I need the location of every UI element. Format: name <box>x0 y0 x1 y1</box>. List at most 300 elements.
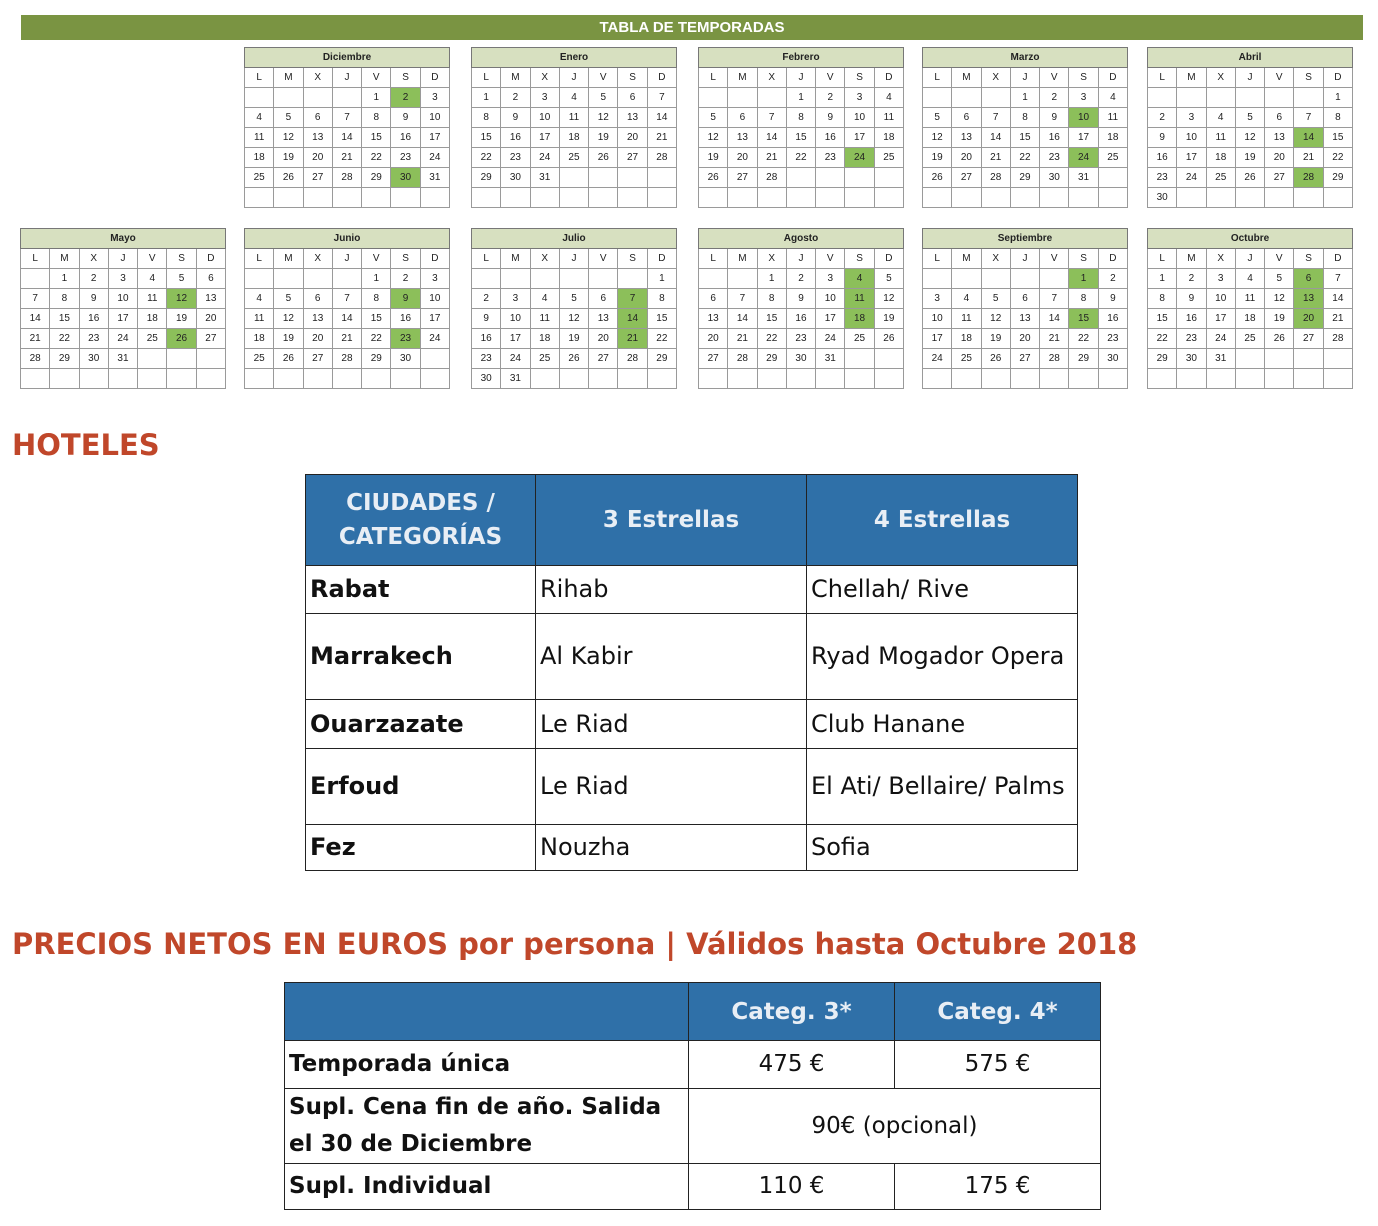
calendar-weekday: S <box>845 68 874 88</box>
calendar-day: 6 <box>1010 289 1039 309</box>
calendar-day: 16 <box>501 128 530 148</box>
calendar-empty-cell <box>1265 188 1294 208</box>
calendar-day: 28 <box>332 349 361 369</box>
calendar-day: 29 <box>362 168 391 188</box>
calendar-day: 18 <box>1098 128 1127 148</box>
calendar-weekday-row <box>1148 249 1353 269</box>
calendar-weekday: S <box>845 249 874 269</box>
calendar-day: 23 <box>1177 329 1206 349</box>
calendar-day: 21 <box>618 329 647 349</box>
calendar-week-row <box>472 168 677 188</box>
calendar-weekday-row <box>923 249 1128 269</box>
calendar-day: 12 <box>923 128 952 148</box>
calendar-weekday: D <box>1323 68 1352 88</box>
calendar-week-row <box>472 108 677 128</box>
calendar-day: 26 <box>589 148 618 168</box>
calendar-empty-cell <box>786 369 815 389</box>
calendar-day: 7 <box>728 289 757 309</box>
prices-header-cat3: Categ. 3* <box>689 983 895 1041</box>
calendar-week-row <box>923 128 1128 148</box>
calendar-day: 16 <box>816 128 845 148</box>
calendar-empty-cell <box>816 369 845 389</box>
calendar-weekday: J <box>1010 249 1039 269</box>
calendar-empty-cell <box>952 188 981 208</box>
calendar-empty-cell <box>530 269 559 289</box>
calendar-day: 21 <box>647 128 676 148</box>
calendar-day: 19 <box>923 148 952 168</box>
calendar-empty-cell <box>1010 369 1039 389</box>
calendar-weekday: M <box>1177 249 1206 269</box>
calendar-day: 23 <box>1148 168 1177 188</box>
calendar-day: 24 <box>420 148 449 168</box>
calendar-day: 28 <box>728 349 757 369</box>
hotel-3-cell: Rihab <box>536 566 807 614</box>
calendar-month-name: Junio <box>245 229 450 249</box>
calendar-day: 21 <box>332 148 361 168</box>
calendar-week-row <box>245 289 450 309</box>
calendar-empty-cell <box>559 269 588 289</box>
calendar-day: 27 <box>589 349 618 369</box>
calendar-day: 27 <box>618 148 647 168</box>
calendar-weekday-row <box>472 68 677 88</box>
calendar-empty-cell <box>952 88 981 108</box>
calendar-day: 26 <box>981 349 1010 369</box>
calendar-weekday: V <box>362 249 391 269</box>
calendar-day: 11 <box>1206 128 1235 148</box>
calendar-day: 3 <box>501 289 530 309</box>
calendar-day: 2 <box>79 269 108 289</box>
calendar-day: 6 <box>952 108 981 128</box>
calendar-day: 4 <box>559 88 588 108</box>
calendar-empty-cell <box>245 269 274 289</box>
calendar-empty-cell <box>845 369 874 389</box>
calendar-weekday: X <box>981 249 1010 269</box>
calendar-month-name: Abril <box>1148 48 1353 68</box>
calendar-empty-cell <box>1265 88 1294 108</box>
calendar-day: 2 <box>816 88 845 108</box>
calendar-empty-cell <box>274 88 303 108</box>
calendar-day: 16 <box>79 309 108 329</box>
calendar-day: 20 <box>1010 329 1039 349</box>
calendar-day: 22 <box>362 329 391 349</box>
calendar-weekday: D <box>420 249 449 269</box>
calendar-day: 20 <box>303 329 332 349</box>
calendar-day: 14 <box>647 108 676 128</box>
calendar-week-row <box>21 269 226 289</box>
calendar-day: 27 <box>1265 168 1294 188</box>
calendar-empty-cell <box>420 188 449 208</box>
calendar-empty-cell <box>1069 369 1098 389</box>
calendar-day: 16 <box>1177 309 1206 329</box>
calendar-day: 12 <box>981 309 1010 329</box>
calendar-month-row <box>1148 48 1353 68</box>
calendar-day: 17 <box>530 128 559 148</box>
calendar-day: 6 <box>699 289 728 309</box>
calendar-day: 27 <box>303 349 332 369</box>
calendar-month-name: Marzo <box>923 48 1128 68</box>
calendar-week-row <box>1148 349 1353 369</box>
calendar-day: 4 <box>1235 269 1264 289</box>
calendar-weekday: V <box>1265 68 1294 88</box>
calendar-empty-cell <box>303 369 332 389</box>
calendar-empty-cell <box>21 269 50 289</box>
calendar-day: 9 <box>391 289 420 309</box>
calendar-day: 10 <box>1206 289 1235 309</box>
calendar-day: 2 <box>391 269 420 289</box>
calendar-day: 14 <box>21 309 50 329</box>
calendar-day: 18 <box>530 329 559 349</box>
calendar-day: 25 <box>1235 329 1264 349</box>
calendar-day: 17 <box>1206 309 1235 329</box>
calendar-week-row <box>699 289 904 309</box>
calendar-day: 14 <box>332 128 361 148</box>
hotels-table <box>305 474 1078 871</box>
hotel-4-cell: Ryad Mogador Opera <box>807 614 1078 700</box>
calendar-empty-cell <box>1069 188 1098 208</box>
calendar-day: 1 <box>1323 88 1352 108</box>
calendar-week-row <box>472 349 677 369</box>
calendar-day: 26 <box>274 349 303 369</box>
calendar-day: 19 <box>699 148 728 168</box>
calendar-weekday: L <box>699 249 728 269</box>
calendar-weekday: L <box>472 68 501 88</box>
calendar-empty-cell <box>559 369 588 389</box>
calendar-empty-cell <box>757 88 786 108</box>
calendar-day: 24 <box>1177 168 1206 188</box>
calendar-empty-cell <box>981 188 1010 208</box>
calendar-day: 11 <box>874 108 903 128</box>
calendar-day: 8 <box>1010 108 1039 128</box>
calendar-day: 29 <box>1010 168 1039 188</box>
calendar-day: 5 <box>1235 108 1264 128</box>
hotels-header-cities: CIUDADES / CATEGORÍAS <box>306 475 536 566</box>
calendar-week-row <box>699 88 904 108</box>
hotels-header-4-stars: 4 Estrellas <box>807 475 1078 566</box>
calendar-day: 8 <box>757 289 786 309</box>
calendar-week-row <box>245 188 450 208</box>
calendar-empty-cell <box>332 269 361 289</box>
calendar-empty-cell <box>559 168 588 188</box>
calendar-day: 3 <box>1206 269 1235 289</box>
calendar-day: 1 <box>1148 269 1177 289</box>
calendar-weekday: D <box>647 68 676 88</box>
calendar-week-row <box>21 329 226 349</box>
calendar-day: 30 <box>786 349 815 369</box>
calendar-weekday-row <box>923 68 1128 88</box>
calendar-day: 12 <box>874 289 903 309</box>
calendar-empty-cell <box>530 369 559 389</box>
calendar-month-name: Mayo <box>21 229 226 249</box>
calendar-day: 15 <box>1323 128 1352 148</box>
calendar-week-row <box>699 128 904 148</box>
calendar-weekday: J <box>1235 249 1264 269</box>
calendar-day: 1 <box>1069 269 1098 289</box>
calendar-day: 26 <box>923 168 952 188</box>
calendar-day: 31 <box>530 168 559 188</box>
calendar-day: 27 <box>952 168 981 188</box>
calendar-empty-cell <box>362 369 391 389</box>
calendar-day: 7 <box>1040 289 1069 309</box>
calendar-day: 14 <box>981 128 1010 148</box>
calendar-day: 11 <box>245 128 274 148</box>
calendar-day: 19 <box>274 329 303 349</box>
calendar-empty-cell <box>874 188 903 208</box>
hotel-4-cell: Chellah/ Rive <box>807 566 1078 614</box>
calendar-day: 31 <box>420 168 449 188</box>
calendar-month-row <box>923 48 1128 68</box>
calendar-day: 30 <box>391 168 420 188</box>
calendar-day: 15 <box>1010 128 1039 148</box>
calendar-day: 30 <box>1177 349 1206 369</box>
calendar-empty-cell <box>332 188 361 208</box>
calendar-week-row <box>1148 289 1353 309</box>
calendar-day: 7 <box>332 289 361 309</box>
calendar-empty-cell <box>1177 188 1206 208</box>
calendar-day: 1 <box>786 88 815 108</box>
calendar-day: 2 <box>1098 269 1127 289</box>
calendar-day: 25 <box>245 168 274 188</box>
calendar-day: 19 <box>874 309 903 329</box>
calendar-day: 17 <box>501 329 530 349</box>
calendar-day: 3 <box>923 289 952 309</box>
calendar-month-name: Enero <box>472 48 677 68</box>
price-cat4: 575 € <box>895 1041 1101 1089</box>
calendar-day: 23 <box>501 148 530 168</box>
calendar-empty-cell <box>391 369 420 389</box>
calendar-day: 31 <box>1206 349 1235 369</box>
calendar-day: 6 <box>618 88 647 108</box>
calendar-day: 12 <box>274 128 303 148</box>
calendar-week-row <box>472 128 677 148</box>
calendar-day: 16 <box>391 128 420 148</box>
calendar-day: 5 <box>274 289 303 309</box>
calendar-day: 7 <box>332 108 361 128</box>
calendar-weekday: V <box>362 68 391 88</box>
calendar-empty-cell <box>699 88 728 108</box>
calendar-day: 25 <box>1206 168 1235 188</box>
calendar-day: 18 <box>245 148 274 168</box>
calendar-day: 3 <box>1177 108 1206 128</box>
calendar-empty-cell <box>245 88 274 108</box>
calendar-day: 7 <box>1323 269 1352 289</box>
hotels-header-row <box>306 475 1078 566</box>
calendar-day: 8 <box>647 289 676 309</box>
table-row <box>306 749 1078 825</box>
calendar-day: 10 <box>1177 128 1206 148</box>
calendar-weekday: D <box>1098 68 1127 88</box>
calendar-day: 5 <box>589 88 618 108</box>
calendar-day: 15 <box>472 128 501 148</box>
calendar-week-row <box>245 369 450 389</box>
calendar-day: 24 <box>1206 329 1235 349</box>
calendar-day: 19 <box>1235 148 1264 168</box>
calendar-empty-cell <box>1148 369 1177 389</box>
calendar-week-row <box>472 88 677 108</box>
calendar-empty-cell <box>1265 349 1294 369</box>
calendar-empty-cell <box>472 188 501 208</box>
calendar-day: 8 <box>362 108 391 128</box>
calendar-day: 14 <box>332 309 361 329</box>
calendar-day: 6 <box>1265 108 1294 128</box>
calendar-weekday: L <box>923 249 952 269</box>
calendar-day: 27 <box>196 329 225 349</box>
calendar-week-row <box>923 289 1128 309</box>
calendar-empty-cell <box>699 369 728 389</box>
calendar-6 <box>244 228 450 389</box>
calendar-week-row <box>1148 369 1353 389</box>
calendar-weekday: S <box>1069 249 1098 269</box>
calendar-weekday: M <box>1177 68 1206 88</box>
calendar-weekday: S <box>1294 68 1323 88</box>
calendar-empty-cell <box>138 349 167 369</box>
calendar-day: 4 <box>845 269 874 289</box>
prices-title: PRECIOS NETOS EN EUROS por persona | Válidos hasta Octubre 2018 <box>12 927 1138 961</box>
calendar-day: 25 <box>952 349 981 369</box>
calendar-month-name: Agosto <box>699 229 904 249</box>
calendar-day: 21 <box>728 329 757 349</box>
calendar-day: 4 <box>1206 108 1235 128</box>
calendar-empty-cell <box>923 188 952 208</box>
calendar-month-name: Septiembre <box>923 229 1128 249</box>
calendar-weekday-row <box>699 68 904 88</box>
calendar-day: 30 <box>1098 349 1127 369</box>
calendar-week-row <box>245 148 450 168</box>
calendar-day: 16 <box>391 309 420 329</box>
calendar-empty-cell <box>167 369 196 389</box>
calendar-day: 9 <box>1098 289 1127 309</box>
calendar-day: 26 <box>559 349 588 369</box>
calendar-day: 1 <box>362 269 391 289</box>
calendar-5 <box>20 228 226 389</box>
calendar-day: 22 <box>1148 329 1177 349</box>
calendar-day: 9 <box>1148 128 1177 148</box>
calendar-day: 21 <box>1040 329 1069 349</box>
calendar-empty-cell <box>786 188 815 208</box>
calendar-1 <box>471 47 677 208</box>
calendar-day: 3 <box>1069 88 1098 108</box>
calendar-day: 13 <box>1010 309 1039 329</box>
calendar-day: 8 <box>786 108 815 128</box>
price-label: Supl. Cena fin de año. Salida el 30 de Diciembre <box>285 1089 689 1164</box>
calendar-day: 24 <box>420 329 449 349</box>
price-cat4: 175 € <box>895 1164 1101 1210</box>
calendar-empty-cell <box>501 269 530 289</box>
calendar-day: 24 <box>845 148 874 168</box>
calendar-week-row <box>472 188 677 208</box>
calendar-empty-cell <box>1010 188 1039 208</box>
calendar-day: 2 <box>1040 88 1069 108</box>
calendar-day: 24 <box>501 349 530 369</box>
calendar-day: 12 <box>589 108 618 128</box>
calendar-weekday: V <box>816 68 845 88</box>
calendar-week-row <box>923 168 1128 188</box>
calendar-month-row <box>1148 229 1353 249</box>
prices-header-empty <box>285 983 689 1041</box>
calendar-day: 1 <box>50 269 79 289</box>
calendar-weekday: J <box>786 68 815 88</box>
calendar-weekday: X <box>1206 249 1235 269</box>
calendar-weekday: J <box>1235 68 1264 88</box>
calendar-10 <box>1147 228 1353 389</box>
city-cell: Ouarzazate <box>306 700 536 749</box>
calendar-8 <box>698 228 904 389</box>
table-row <box>285 1164 1101 1210</box>
calendar-day: 18 <box>952 329 981 349</box>
calendar-weekday: X <box>757 68 786 88</box>
table-row <box>306 700 1078 749</box>
calendar-month-row <box>699 229 904 249</box>
calendar-empty-cell <box>923 88 952 108</box>
calendar-day: 13 <box>1265 128 1294 148</box>
calendar-day: 16 <box>1148 148 1177 168</box>
price-supplement-value: 90€ (opcional) <box>689 1089 1101 1164</box>
calendar-day: 9 <box>786 289 815 309</box>
calendar-day: 20 <box>618 128 647 148</box>
calendar-empty-cell <box>647 369 676 389</box>
calendar-day: 16 <box>786 309 815 329</box>
city-cell: Marrakech <box>306 614 536 700</box>
calendar-empty-cell <box>981 369 1010 389</box>
calendar-day: 10 <box>501 309 530 329</box>
calendar-empty-cell <box>845 168 874 188</box>
calendar-day: 28 <box>618 349 647 369</box>
calendar-day: 23 <box>79 329 108 349</box>
calendar-day: 19 <box>589 128 618 148</box>
calendar-weekday: M <box>728 249 757 269</box>
calendar-day: 8 <box>472 108 501 128</box>
calendar-empty-cell <box>420 369 449 389</box>
calendar-empty-cell <box>1148 88 1177 108</box>
calendar-day: 1 <box>472 88 501 108</box>
calendar-day: 6 <box>728 108 757 128</box>
calendar-weekday: M <box>501 249 530 269</box>
calendar-weekday: D <box>1323 249 1352 269</box>
calendar-day: 11 <box>245 309 274 329</box>
calendar-weekday: L <box>923 68 952 88</box>
calendar-weekday: S <box>1069 68 1098 88</box>
calendar-empty-cell <box>1040 269 1069 289</box>
calendar-day: 5 <box>923 108 952 128</box>
calendar-day: 8 <box>1069 289 1098 309</box>
seasons-banner: TABLA DE TEMPORADAS <box>21 15 1363 40</box>
calendar-day: 14 <box>728 309 757 329</box>
price-cat3: 110 € <box>689 1164 895 1210</box>
calendar-week-row <box>1148 309 1353 329</box>
calendar-day: 25 <box>845 329 874 349</box>
calendar-day: 9 <box>1040 108 1069 128</box>
calendar-weekday-row <box>245 68 450 88</box>
calendar-day: 13 <box>952 128 981 148</box>
calendar-week-row <box>245 349 450 369</box>
calendar-month-row <box>699 48 904 68</box>
calendar-weekday: X <box>303 68 332 88</box>
calendar-week-row <box>472 369 677 389</box>
calendar-day: 19 <box>167 309 196 329</box>
calendar-week-row <box>1148 108 1353 128</box>
calendar-month-name: Diciembre <box>245 48 450 68</box>
calendar-weekday: S <box>618 68 647 88</box>
calendar-day: 13 <box>303 309 332 329</box>
calendar-day: 16 <box>1098 309 1127 329</box>
calendar-empty-cell <box>274 188 303 208</box>
calendar-day: 23 <box>472 349 501 369</box>
calendar-day: 13 <box>303 128 332 148</box>
calendar-day: 11 <box>138 289 167 309</box>
calendar-day: 4 <box>952 289 981 309</box>
calendar-day: 21 <box>1294 148 1323 168</box>
calendar-empty-cell <box>1265 369 1294 389</box>
calendar-weekday: M <box>50 249 79 269</box>
